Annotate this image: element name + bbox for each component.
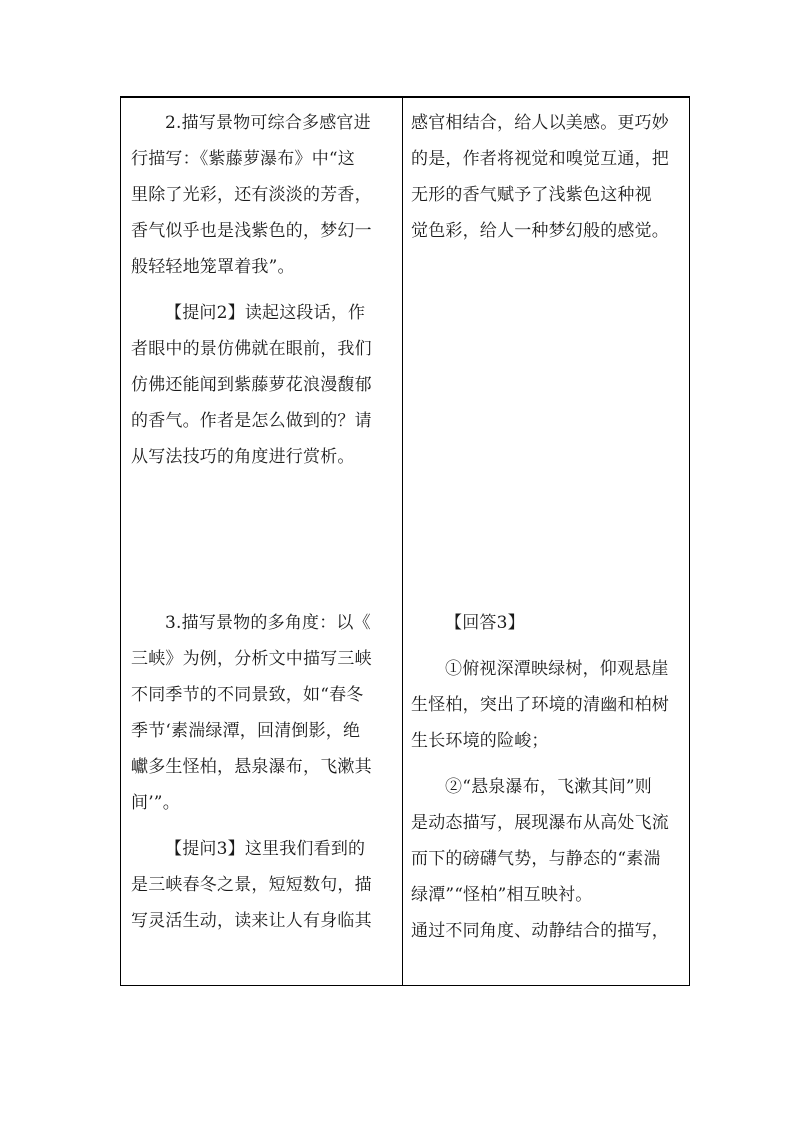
- answer3-section: [411, 605, 683, 949]
- text-line: 不同季节的不同景致，如“春冬: [131, 685, 364, 705]
- text-line: 写灵活生动，读来让人有身临其: [131, 911, 372, 931]
- text-line: 般轻轻地笼罩着我”。: [131, 257, 295, 277]
- item3-section: [131, 605, 395, 939]
- text-line: 仿佛还能闻到紫藤萝花浪漫馥郁: [131, 375, 372, 395]
- text-line: 感官相结合，给人以美感。更巧妙: [411, 113, 669, 133]
- text-line: 行描写：《紫藤萝瀑布》中“这: [131, 149, 355, 169]
- text-line: 巘多生怪柏，悬泉瀑布，飞漱其: [131, 757, 372, 777]
- text-line: ②“悬泉瀑布，飞漱其间”则: [445, 777, 652, 797]
- text-line: 【提问3】这里我们看到的: [165, 839, 366, 859]
- text-line: 者眼中的景仿佛就在眼前，我们: [131, 339, 372, 359]
- answer2-section: [411, 105, 683, 249]
- text-line: 里除了光彩，还有淡淡的芳香，: [131, 185, 372, 205]
- text-line: 生长环境的险峻；: [411, 731, 549, 751]
- text-line: 【提问2】读起这段话，作: [165, 303, 366, 323]
- text-line: 的香气。作者是怎么做到的？请: [131, 411, 372, 431]
- text-line: 而下的磅礴气势，与静态的“素湍: [411, 849, 661, 869]
- text-line: 觉色彩，给人一种梦幻般的感觉。: [411, 221, 669, 241]
- text-line: 绿潭”“怪柏”相互映衬。: [411, 885, 593, 905]
- text-line: 3.描写景物的多角度：以《: [165, 613, 371, 633]
- text-line: 2.描写景物可综合多感官进: [165, 113, 371, 133]
- text-line: 季节‘素湍绿潭，回清倒影，绝: [131, 721, 361, 741]
- item3-paragraph: [131, 605, 395, 821]
- text-line: 三峡》为例，分析文中描写三峡: [131, 649, 372, 669]
- question3-paragraph: [131, 831, 395, 939]
- answer3-point1: [411, 651, 683, 759]
- text-line: 是动态描写，展现瀑布从高处飞流: [411, 813, 669, 833]
- text-line: 从写法技巧的角度进行赏析。: [131, 447, 355, 467]
- column-divider: [402, 97, 403, 985]
- question2-paragraph: [131, 295, 395, 475]
- content-table: [120, 96, 690, 986]
- text-line: 无形的香气赋予了浅紫色这种视: [411, 185, 652, 205]
- text-line: ①俯视深潭映绿树，仰观悬崖: [445, 659, 669, 679]
- item2-paragraph: [131, 105, 395, 285]
- answer3-point2: [411, 769, 683, 913]
- text-line: 间’”。: [131, 793, 180, 813]
- text-line: 通过不同角度、动静结合的描写，: [411, 921, 669, 941]
- text-line: 生怪柏，突出了环境的清幽和柏树: [411, 695, 669, 715]
- text-line: 是三峡春冬之景，短短数句，描: [131, 875, 372, 895]
- item2-section: [131, 105, 395, 475]
- text-line: 的是，作者将视觉和嗅觉互通，把: [411, 149, 669, 169]
- answer3-heading: 【回答3】: [445, 613, 525, 633]
- text-line: 香气似乎也是浅紫色的，梦幻一: [131, 221, 372, 241]
- table-top-border: [121, 97, 689, 98]
